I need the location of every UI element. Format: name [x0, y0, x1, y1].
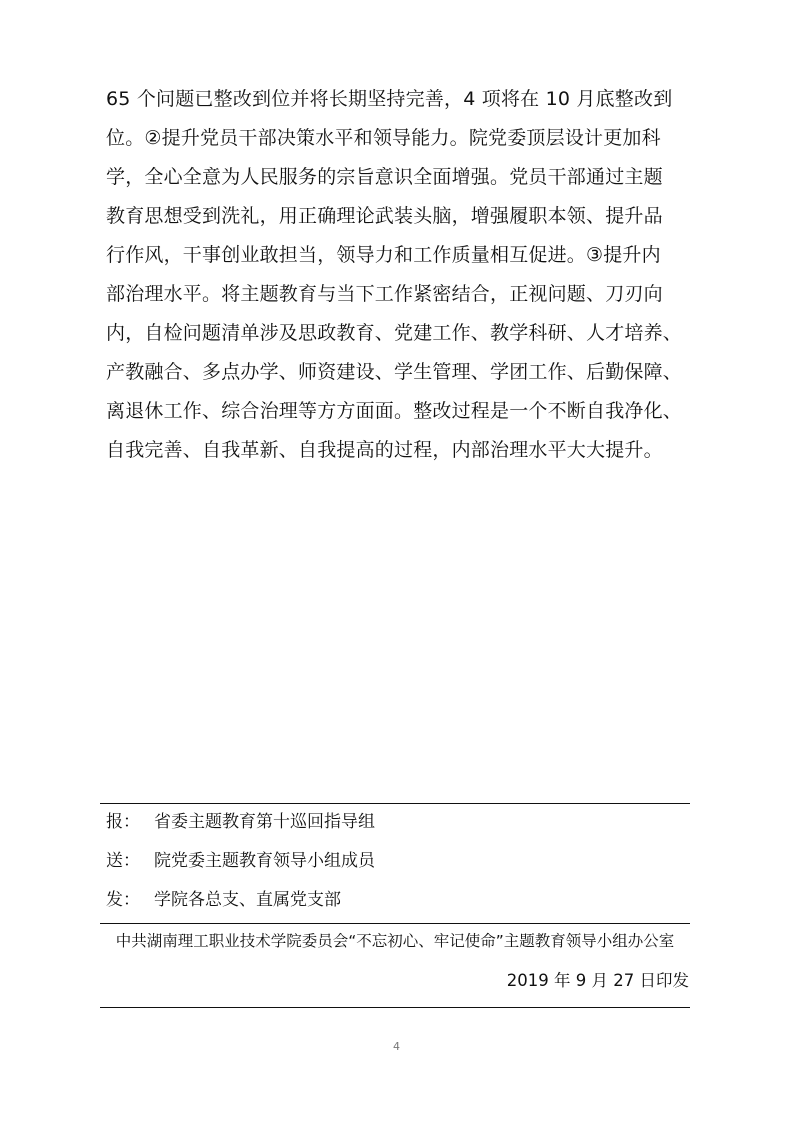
body-line: 行作风，干事创业敢担当，领导力和工作质量相互促进。③提升内 [106, 244, 661, 266]
body-line: 离退休工作、综合治理等方方面面。整改过程是一个不断自我净化、 [106, 400, 683, 422]
body-line: 内，自检问题清单涉及思政教育、党建工作、教学科研、人才培养、 [106, 322, 683, 344]
body-text [106, 80, 696, 470]
divider-top [100, 803, 690, 804]
distribution-issue-label: 发： [106, 890, 140, 910]
divider-bottom [100, 1007, 690, 1008]
distribution-issue-value: 学院各总支、直属党支部 [154, 890, 341, 910]
issue-date: 2019 年 9 月 27 日印发 [506, 971, 689, 990]
body-line: 产教融合、多点办学、师资建设、学生管理、学团工作、后勤保障、 [106, 361, 683, 383]
body-line: 65 个问题已整改到位并将长期坚持完善，4 项将在 10 月底整改到 [106, 88, 673, 110]
body-line: 教育思想受到洗礼，用正确理论武装头脑，增强履职本领、提升品 [106, 205, 663, 227]
issuer-line: 中共湖南理工职业技术学院委员会“不忘初心、牢记使命”主题教育领导小组办公室 [115, 932, 675, 950]
distribution-report-value: 省委主题教育第十巡回指导组 [154, 812, 375, 832]
distribution-send-row [106, 849, 375, 873]
page-number: 4 [393, 1040, 400, 1053]
distribution-send-value: 院党委主题教育领导小组成员 [154, 851, 375, 871]
distribution-send-label: 送： [106, 851, 140, 871]
body-line: 学，全心全意为人民服务的宗旨意识全面增强。党员干部通过主题 [106, 166, 663, 188]
distribution-issue-row [106, 888, 341, 912]
divider-middle [100, 923, 690, 924]
body-line: 自我完善、自我革新、自我提高的过程，内部治理水平大大提升。 [106, 439, 663, 461]
distribution-report-label: 报： [106, 812, 140, 832]
distribution-report-row [106, 810, 375, 834]
body-line: 部治理水平。将主题教育与当下工作紧密结合，正视问题、刀刃向 [106, 283, 663, 305]
body-line: 位。②提升党员干部决策水平和领导能力。院党委顶层设计更加科 [106, 127, 661, 149]
